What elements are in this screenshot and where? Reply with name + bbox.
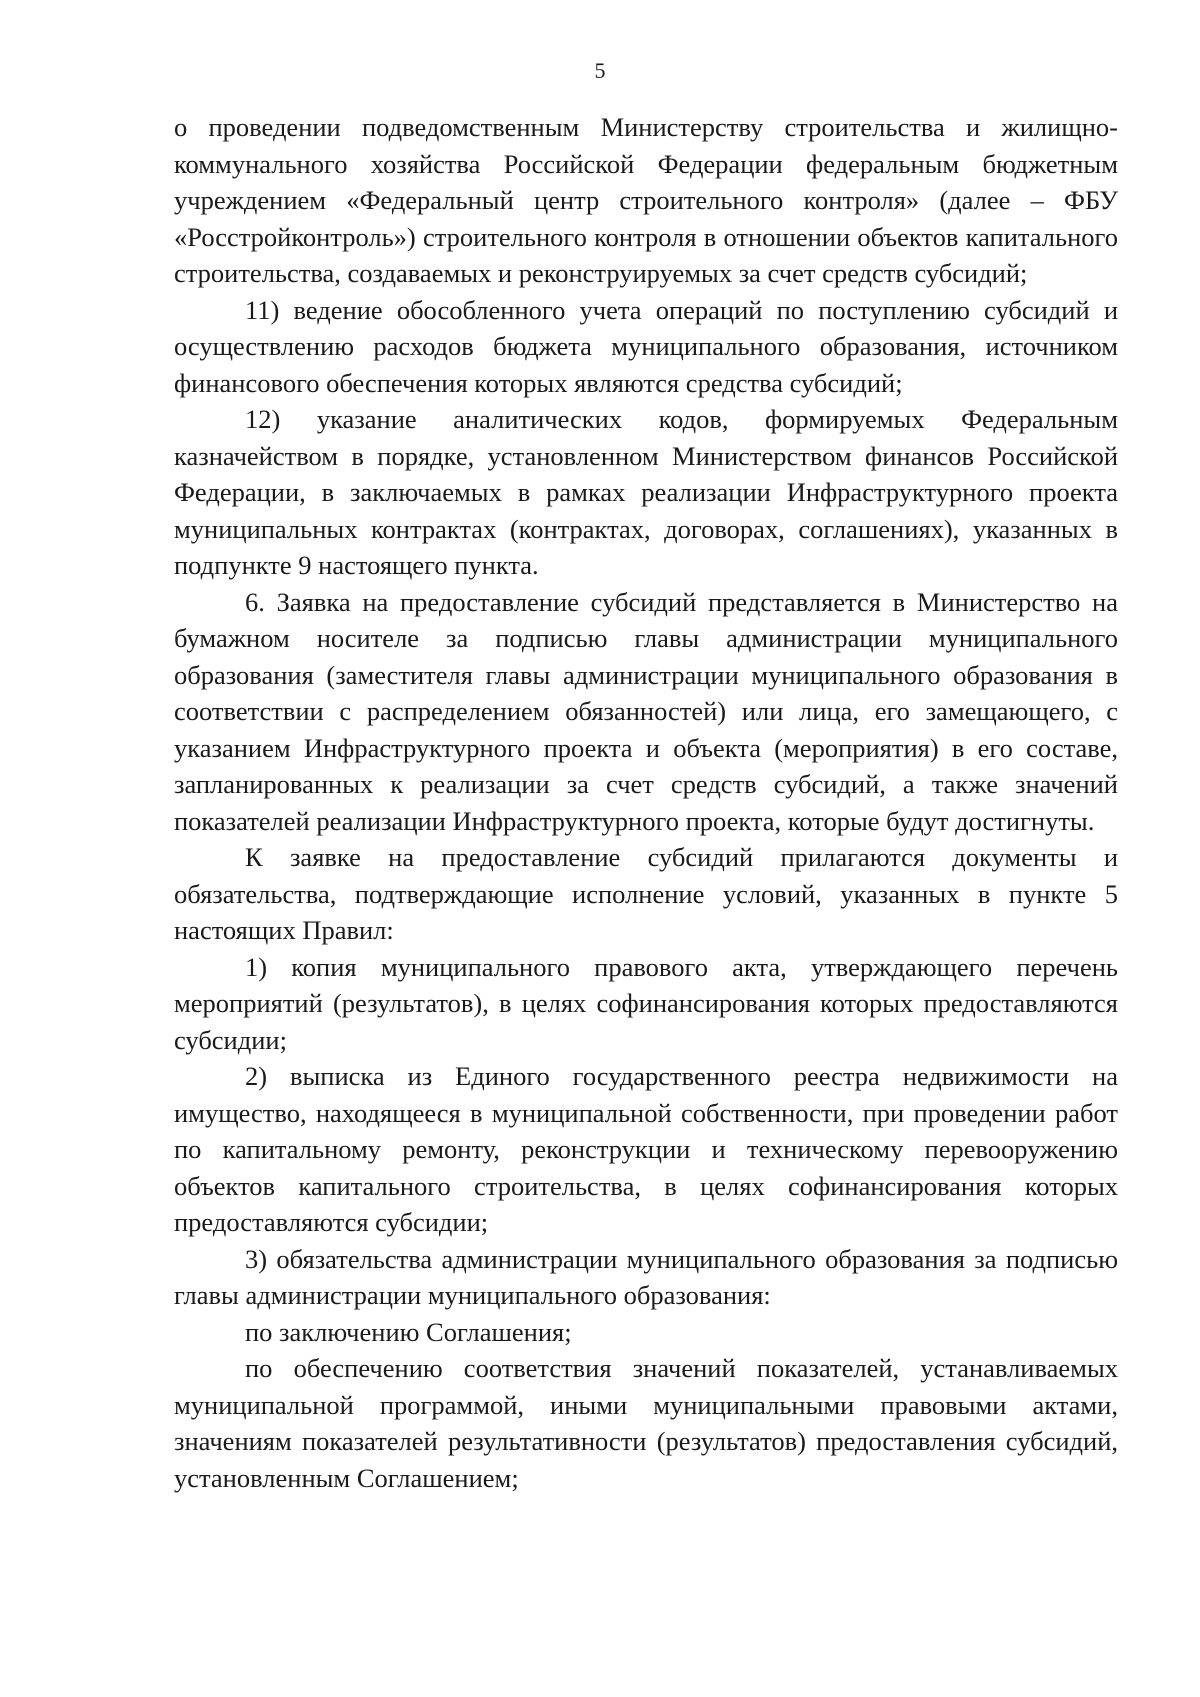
paragraph-indicators: по обеспечению соответствия значений показателей, устанавливаемых муниципальной программой, иными муниципальными правовыми актами, значениям показателей результативности (результатов) предоставления субсидий, установленным Соглашением; (174, 1353, 1118, 1493)
paragraph-item-1: 1) копия муниципального правового акта, утверждающего перечень мероприятий (результатов), в целях софинансирования которых предоставляются субсидии; (174, 951, 1118, 1055)
paragraph-item-2: 2) выписка из Единого государственного реестра недвижимости на имущество, находящееся в муниципальной собственности, при проведении работ по капитальному ремонту, реконструкции и техническому перевооружению объектов капитального строительства, в целях софинансирования которых предоставляются субсидии; (174, 1061, 1118, 1237)
paragraph-point-6: 6. Заявка на предоставление субсидий представляется в Министерство на бумажном носителе за подписью главы администрации муниципального образования (заместителя главы администрации муниципального образования в соответствии с распределением обязанностей) или лица, его замещающего, с указанием Инфраструктурного проекта и объекта (мероприятия) в его составе, запланированных к реализации за счет средств субсидий, а также значений показателей реализации Инфраструктурного проекта, которые будут достигнуты. (174, 586, 1118, 836)
paragraph-item-11: 11) ведение обособленного учета операций по поступлению субсидий и осуществлению расходов бюджета муниципального образования, источником финансового обеспечения которых являются средства субсидий; (174, 294, 1118, 398)
page-number: 5 (594, 58, 606, 83)
paragraph-item-12: 12) указание аналитических кодов, формируемых Федеральным казначейством в порядке, установленном Министерством финансов Российской Федерации, в заключаемых в рамках реализации Инфраструктурного проекта муниципальных контрактах (контрактах, договорах, соглашениях), указанных в подпункте 9 настоящего пункта. (174, 404, 1118, 580)
paragraph-agreement: по заключению Соглашения; (245, 1316, 572, 1347)
paragraph-attachments-intro: К заявке на предоставление субсидий прилагаются документы и обязательства, подтверждающие исполнение условий, указанных в пункте 5 настоящих Правил: (174, 842, 1118, 945)
document-body (174, 109, 1118, 1496)
paragraph-item-3: 3) обязательства администрации муниципального образования за подписью главы администрации муниципального образования: (174, 1243, 1118, 1310)
paragraph-continuation-10: о проведении подведомственным Министерству строительства и жилищно-коммунального хозяйства Российской Федерации федеральным бюджетным учреждением «Федеральный центр строительного контроля» (далее – ФБУ «Росстройконтроль») строительного контроля в отношении объектов капитального строительства, создаваемых и реконструируемых за счет средств субсидий; (174, 112, 1118, 288)
